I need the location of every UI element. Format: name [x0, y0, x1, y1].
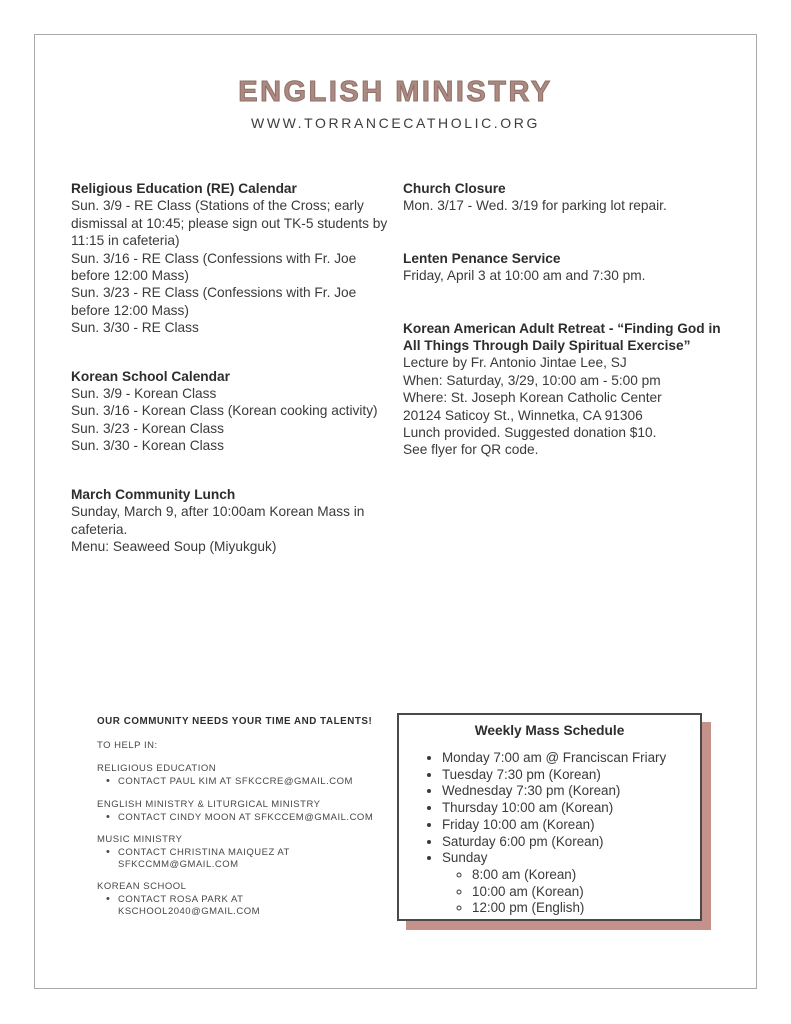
main-columns [71, 180, 761, 586]
section [403, 250, 733, 285]
section-title [71, 486, 403, 503]
site-url: WWW.TORRANCECATHOLIC.ORG [251, 115, 540, 131]
section-body-line: 11:15 in cafeteria) [71, 233, 180, 249]
mass-schedule-title: Weekly Mass Schedule [474, 723, 625, 738]
ministry-group [97, 834, 397, 870]
mass-item: • Thursday 10:00 am (Korean) [442, 800, 700, 817]
section-title [71, 180, 403, 197]
sunday-time-item: ◦ 10:00 am (Korean) [472, 884, 700, 901]
section-body-line: dismissal at 10:45; please sign out TK-5 students by [71, 215, 388, 231]
ministry-label: MUSIC MINISTRY [97, 834, 183, 845]
contact-line: • CONTACT PAUL KIM AT SFKCCRE@GMAIL.COM [118, 776, 353, 787]
left-column [71, 180, 403, 586]
ministry-group [97, 881, 397, 917]
section-body-line: Lecture by Fr. Antonio Jintae Lee, SJ [403, 355, 627, 371]
section-body-line: See flyer for QR code. [403, 442, 539, 458]
contact-line: KSCHOOL2040@GMAIL.COM [118, 905, 261, 917]
section-title-line: Church Closure [403, 181, 506, 196]
section-body [403, 267, 733, 284]
mass-item: • Sunday [442, 850, 700, 867]
section-title [71, 368, 403, 385]
sunday-times-list [399, 867, 700, 917]
ministry-group [97, 763, 397, 788]
section-body-line: Sun. 3/16 - Korean Class (Korean cooking activity) [71, 403, 378, 419]
ministry-contact [97, 812, 397, 824]
contact-line: • CONTACT CHRISTINA MAIQUEZ AT [118, 847, 290, 858]
community-callout [97, 716, 397, 917]
section-body-line: Sun. 3/30 - RE Class [71, 320, 199, 336]
ministry-groups [97, 763, 397, 917]
ministry-contact [97, 894, 397, 917]
section-body-line: Sun. 3/30 - Korean Class [71, 438, 224, 454]
section-body-line: cafeteria. [71, 521, 128, 537]
section-body [71, 385, 403, 455]
right-column [403, 180, 733, 586]
section [403, 320, 733, 459]
section-body-line: Sun. 3/9 - Korean Class [71, 386, 217, 402]
mass-item: • Tuesday 7:30 pm (Korean) [442, 767, 700, 784]
section-body-line: When: Saturday, 3/29, 10:00 am - 5:00 pm [403, 372, 661, 388]
section [403, 180, 733, 215]
contact-line: • CONTACT ROSA PARK AT [118, 894, 244, 905]
section-body-line: Sun. 3/23 - RE Class (Confessions with Fr. Joe [71, 285, 357, 301]
mass-item: • Wednesday 7:30 pm (Korean) [442, 783, 700, 800]
section-body [403, 197, 733, 214]
section-title-line: Lenten Penance Service [403, 250, 561, 266]
ministry-group [97, 799, 397, 824]
section-title-line: Korean School Calendar [71, 368, 230, 384]
section-body [71, 197, 403, 336]
sunday-time-item: ◦ 12:00 pm (English) [472, 900, 700, 917]
section-body [71, 503, 403, 555]
section-body-line: before 12:00 Mass) [71, 302, 189, 318]
section-body-line: Mon. 3/17 - Wed. 3/19 for parking lot repair. [403, 198, 667, 214]
ministry-contact [97, 847, 397, 870]
weekly-mass-schedule-box [397, 713, 702, 921]
section-body-line: Where: St. Joseph Korean Catholic Center [403, 390, 662, 406]
section [71, 180, 403, 337]
ministry-label: RELIGIOUS EDUCATION [97, 763, 217, 774]
contact-line: SFKCCMM@GMAIL.COM [118, 858, 239, 870]
contact-line: • CONTACT CINDY MOON AT SFKCCEM@GMAIL.COM [118, 811, 374, 823]
section-title [403, 180, 733, 197]
section-body-line: Lunch provided. Suggested donation $10. [403, 425, 657, 441]
section-body-line: 20124 Saticoy St., Winnetka, CA 91306 [403, 407, 643, 423]
ministry-label: KOREAN SCHOOL [97, 881, 187, 892]
section [71, 486, 403, 556]
section [71, 368, 403, 455]
section-body-line: before 12:00 Mass) [71, 268, 189, 284]
page-title: ENGLISH MINISTRY [238, 76, 553, 108]
ministry-label: ENGLISH MINISTRY & LITURGICAL MINISTRY [97, 798, 321, 810]
section-body-line: Menu: Seaweed Soup (Miyukguk) [71, 538, 277, 554]
section-title-line: Korean American Adult Retreat - “Finding God in [403, 320, 721, 336]
section-title [403, 250, 733, 267]
mass-schedule-list [399, 750, 700, 867]
mass-item: • Saturday 6:00 pm (Korean) [442, 834, 700, 851]
community-heading: OUR COMMUNITY NEEDS YOUR TIME AND TALENTS! [97, 716, 373, 727]
section-body-line: Sunday, March 9, after 10:00am Korean Mass in [71, 504, 365, 520]
header [0, 76, 791, 131]
community-subheading: TO HELP IN: [97, 740, 158, 751]
section-body-line: Friday, April 3 at 10:00 am and 7:30 pm. [403, 268, 646, 284]
section-body-line: Sun. 3/16 - RE Class (Confessions with Fr. Joe [71, 250, 357, 266]
section-body-line: Sun. 3/9 - RE Class (Stations of the Cross; early [71, 198, 364, 214]
section-title [403, 320, 733, 355]
section-title-line: Religious Education (RE) Calendar [71, 181, 297, 196]
mass-item: • Monday 7:00 am @ Franciscan Friary [442, 750, 700, 767]
section-title-line: March Community Lunch [71, 486, 236, 502]
section-body [403, 354, 733, 458]
section-body-line: Sun. 3/23 - Korean Class [71, 420, 224, 436]
ministry-contact [97, 776, 397, 788]
mass-item: • Friday 10:00 am (Korean) [442, 817, 700, 834]
section-title-line: All Things Through Daily Spiritual Exercise” [403, 338, 691, 354]
sunday-time-item: ◦ 8:00 am (Korean) [472, 867, 700, 884]
